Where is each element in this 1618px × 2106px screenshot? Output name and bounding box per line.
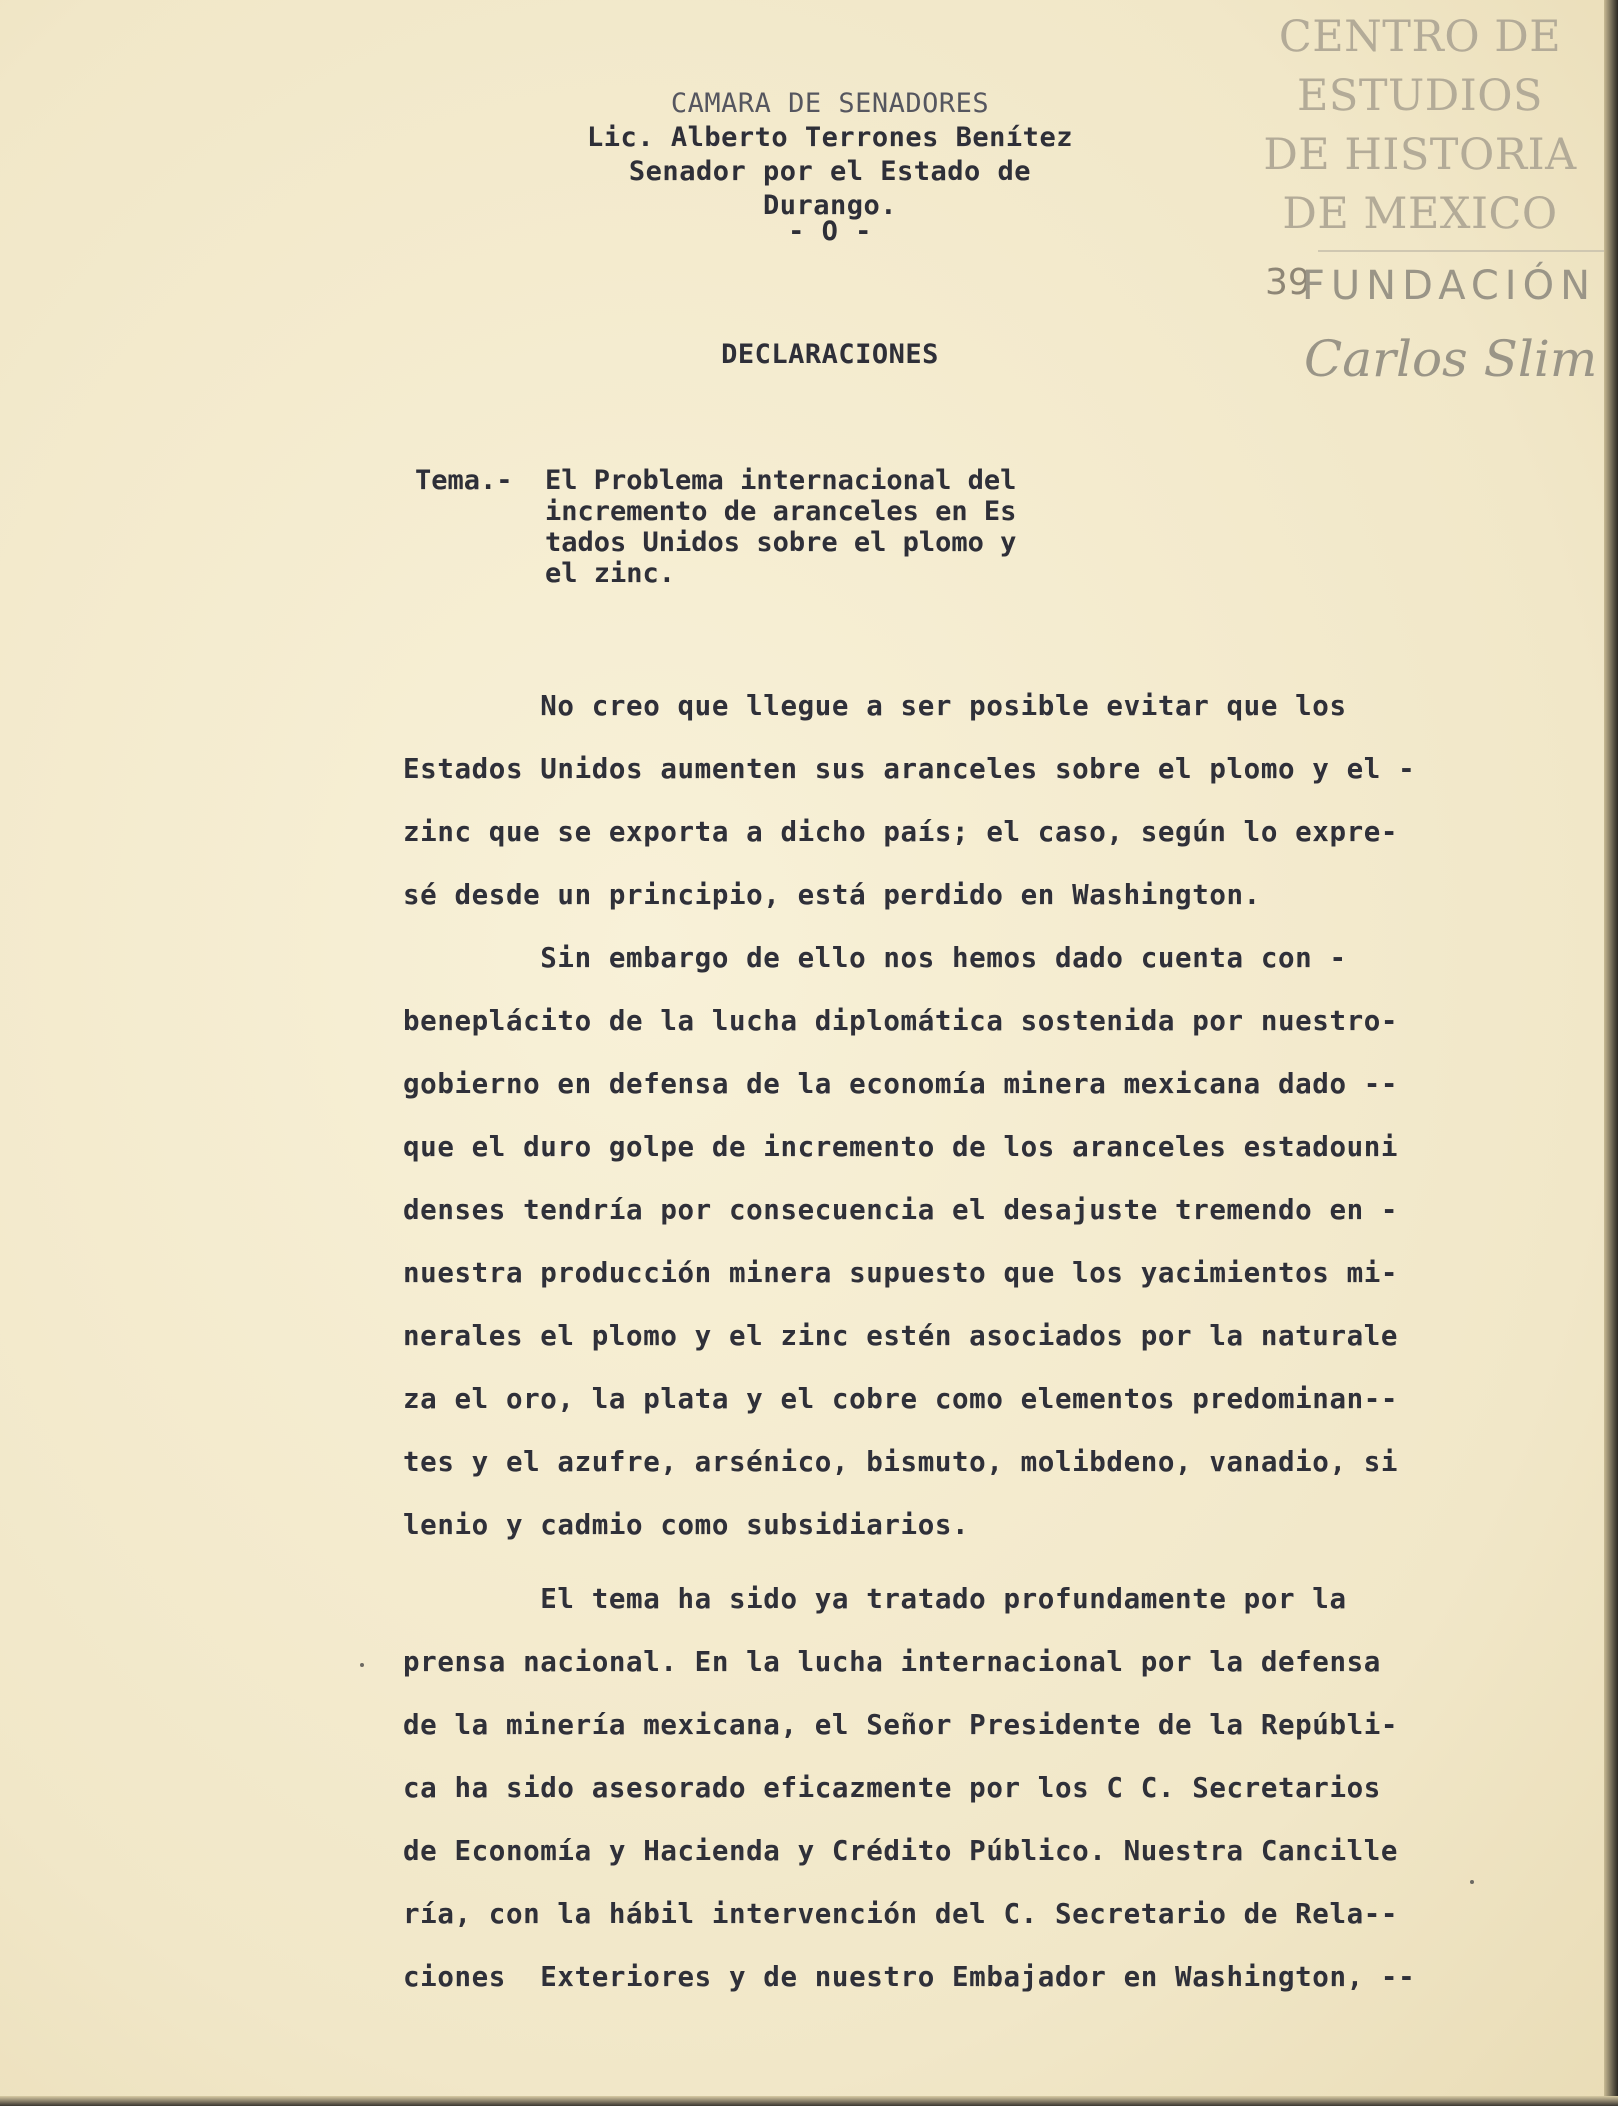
body-line: Estados Unidos aumenten sus aranceles sobre el plomo y el - [403, 753, 1416, 785]
paper-edge-shadow [0, 2096, 1618, 2106]
page-number: 39 [1265, 262, 1311, 303]
topic-line: incremento de aranceles en Es [545, 496, 1017, 527]
paper-speck [360, 1663, 364, 1667]
body-line: lenio y cadmio como subsidiarios. [403, 1509, 970, 1541]
body-line: tes y el azufre, arsénico, bismuto, molibdeno, vanadio, si [403, 1446, 1399, 1478]
watermark-divider [1318, 250, 1618, 252]
header-institution: CAMARA DE SENADORES [670, 88, 990, 119]
body-line: El tema ha sido ya tratado profundamente por la [403, 1583, 1347, 1615]
header-state: Durango. [762, 190, 898, 221]
body-line: ciones Exteriores y de nuestro Embajador en Washington, -- [403, 1961, 1416, 1993]
topic-line: el zinc. [545, 558, 676, 589]
watermark-foundation: FUNDACIÓN [1301, 263, 1596, 309]
archive-watermark [1250, 8, 1590, 244]
topic-label: Tema.- [415, 465, 513, 496]
body-line: nerales el plomo y el zinc estén asociados por la naturale [403, 1320, 1399, 1352]
paper-edge-shadow [1604, 0, 1618, 2106]
body-line: zinc que se exporta a dicho país; el caso, según lo expre- [403, 816, 1399, 848]
svg-text:Carlos Slim: Carlos Slim [1304, 330, 1598, 388]
body-line: de Economía y Hacienda y Crédito Público. Nuestra Cancille [403, 1835, 1399, 1867]
body-line: prensa nacional. En la lucha internacional por la defensa [403, 1646, 1381, 1678]
paper-speck [1470, 1880, 1474, 1884]
body-line: No creo que llegue a ser posible evitar que los [403, 690, 1347, 722]
watermark-line: DE MEXICO [1282, 189, 1558, 239]
header-separator: - O - [788, 216, 872, 247]
page-title: DECLARACIONES [721, 339, 939, 370]
body-line: ca ha sido asesorado eficazmente por los C C. Secretarios [403, 1772, 1381, 1804]
topic-line: El Problema internacional del [545, 465, 1017, 496]
watermark-line: ESTUDIOS [1297, 71, 1543, 121]
header-position: Senador por el Estado de [628, 156, 1032, 187]
body-line: za el oro, la plata y el cobre como elementos predominan-- [403, 1383, 1399, 1415]
body-line: gobierno en defensa de la economía minera mexicana dado -- [403, 1068, 1399, 1100]
body-line: sé desde un principio, está perdido en Washington. [403, 879, 1261, 911]
body-line: de la minería mexicana, el Señor Presidente de la Repúbli- [403, 1709, 1399, 1741]
body-line: nuestra producción minera supuesto que los yacimientos mi- [403, 1257, 1399, 1289]
watermark-line: DE HISTORIA [1263, 130, 1577, 180]
header-name: Lic. Alberto Terrones Benítez [587, 122, 1073, 153]
topic-line: tados Unidos sobre el plomo y [545, 527, 1017, 558]
body-line: que el duro golpe de incremento de los aranceles estadouni [403, 1131, 1399, 1163]
body-line: Sin embargo de ello nos hemos dado cuenta con - [403, 942, 1347, 974]
body-line: denses tendría por consecuencia el desajuste tremendo en - [403, 1194, 1399, 1226]
body-line: beneplácito de la lucha diplomática sostenida por nuestro- [403, 1005, 1399, 1037]
watermark-line: CENTRO DE [1278, 12, 1562, 62]
signature-logo-icon [1300, 320, 1600, 400]
body-line: ría, con la hábil intervención del C. Secretario de Rela-- [403, 1898, 1399, 1930]
